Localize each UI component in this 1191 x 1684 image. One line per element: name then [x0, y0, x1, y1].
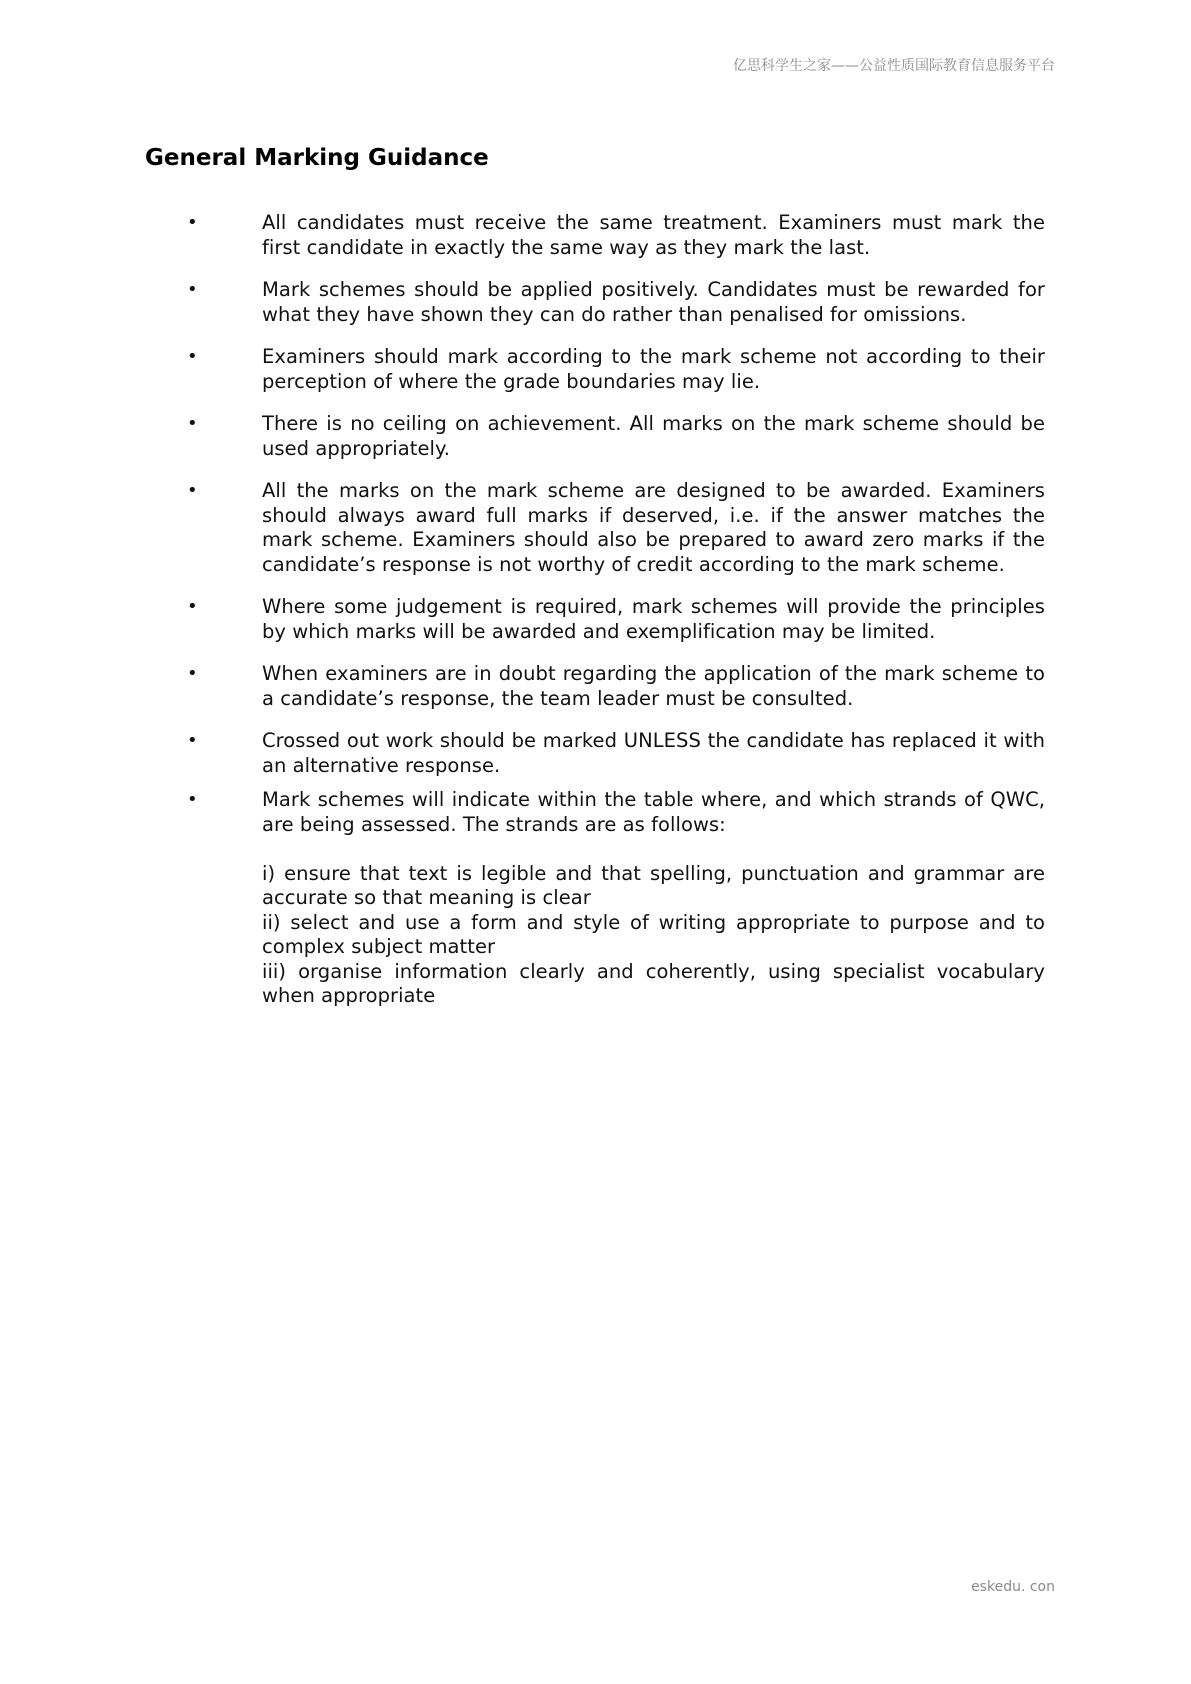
- page-title: General Marking Guidance: [145, 145, 489, 171]
- list-item: [185, 412, 1045, 461]
- bullet-icon: •: [187, 279, 198, 300]
- bullet-icon: •: [187, 346, 198, 367]
- bullet-icon: •: [187, 730, 198, 751]
- bullet-icon: •: [187, 596, 198, 617]
- list-item: [185, 211, 1045, 260]
- list-item-text: Mark schemes should be applied positively. Candidates must be rewarded for what they have shown they can do rather than penalised for omissions.: [262, 278, 1045, 326]
- qwc-strand: iii) organise information clearly and coherently, using specialist vocabulary when appropriate: [262, 959, 1045, 1007]
- list-item-text: Examiners should mark according to the mark scheme not according to their perception of where the grade boundaries may lie.: [262, 345, 1045, 393]
- list-item: [185, 662, 1045, 711]
- page-footer: eskedu. con: [971, 1579, 1055, 1595]
- list-item: [185, 729, 1045, 778]
- list-item-qwc: [262, 788, 1045, 1009]
- list-item-text: There is no ceiling on achievement. All marks on the mark scheme should be used appropriately.: [262, 412, 1045, 460]
- bullet-icon: •: [187, 413, 198, 434]
- bullet-icon: •: [187, 663, 198, 684]
- bullet-icon: •: [187, 789, 198, 810]
- bullet-icon: •: [187, 480, 198, 501]
- list-item-text: Where some judgement is required, mark schemes will provide the principles by which marks will be awarded and exemplification may be limited.: [262, 595, 1045, 643]
- page-header: 亿思科学生之家——公益性质国际教育信息服务平台: [733, 58, 1055, 74]
- list-item-text: Crossed out work should be marked UNLESS the candidate has replaced it with an alternative response.: [262, 729, 1045, 777]
- list-item: [185, 278, 1045, 327]
- list-item: [185, 345, 1045, 394]
- list-item-text: When examiners are in doubt regarding the application of the mark scheme to a candidate’s response, the team leader must be consulted.: [262, 662, 1045, 710]
- qwc-strands: [262, 862, 1045, 1009]
- list-item-text: All the marks on the mark scheme are designed to be awarded. Examiners should always award full marks if deserved, i.e. if the answer matches the mark scheme. Examiners should also be prepared to award zero marks if the candidate’s response is not worthy of credit according to the mark scheme.: [262, 479, 1045, 576]
- list-item: [185, 595, 1045, 644]
- list-item: [185, 479, 1045, 577]
- list-item-text: All candidates must receive the same treatment. Examiners must mark the first candidate in exactly the same way as they mark the last.: [262, 211, 1045, 259]
- guidance-list: [185, 211, 1045, 1027]
- qwc-strand: ii) select and use a form and style of writing appropriate to purpose and to complex subject matter: [262, 910, 1045, 958]
- bullet-icon: •: [187, 212, 198, 233]
- list-item-text: Mark schemes will indicate within the table where, and which strands of QWC, are being assessed. The strands are as follows:: [262, 788, 1045, 836]
- list-item: [185, 788, 1045, 1009]
- qwc-strand: i) ensure that text is legible and that spelling, punctuation and grammar are accurate so that meaning is clear: [262, 861, 1045, 909]
